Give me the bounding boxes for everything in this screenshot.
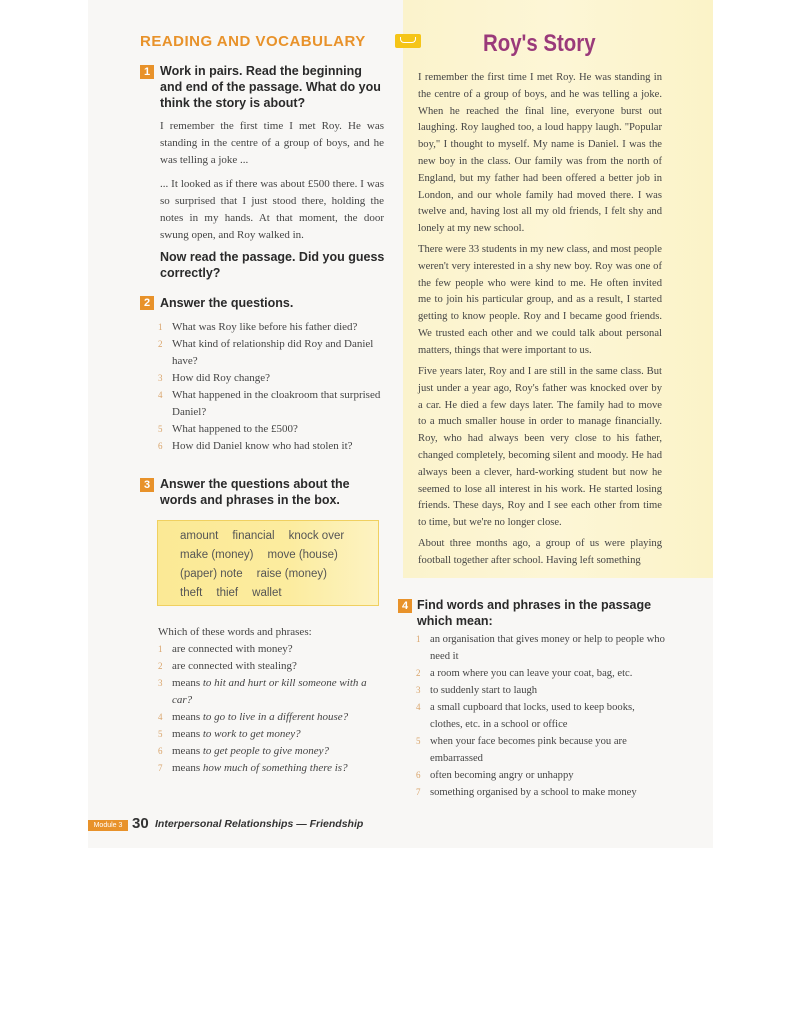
list-item [158, 709, 384, 726]
list-item [158, 438, 384, 455]
word-box-word: raise (money) [256, 568, 327, 580]
item-number: 1 [158, 644, 163, 654]
item-number: 6 [158, 746, 163, 756]
item-number: 3 [158, 373, 163, 383]
exercise-1-excerpt-start: I remember the first time I met Roy. He was standing in the centre of a group of boys, and he was telling a joke ... [160, 120, 384, 166]
item-text: are connected with money? [172, 643, 293, 655]
story-title: Roy's Story [483, 30, 596, 57]
exercise-3-heading: Answer the questions about the words and phrases in the box. [160, 477, 350, 507]
list-item [416, 665, 666, 682]
list-item [158, 726, 384, 743]
item-number: 6 [158, 441, 163, 451]
exercise-1-subheading: Now read the passage. Did you guess correctly? [160, 250, 385, 280]
item-number: 4 [158, 712, 163, 722]
item-text: means [172, 745, 203, 757]
item-text: How did Roy change? [172, 372, 271, 384]
exercise-2-heading: Answer the questions. [160, 296, 294, 310]
item-number: 5 [158, 424, 163, 434]
footer-title: Interpersonal Relationships — Friendship [155, 818, 364, 830]
item-number: 3 [416, 685, 421, 695]
list-item [158, 743, 384, 760]
item-text: are connected with stealing? [172, 660, 297, 672]
word-box-word: wallet [252, 587, 282, 599]
word-box-word: theft [180, 587, 203, 599]
list-item [416, 699, 666, 733]
word-box-word: move (house) [267, 549, 338, 561]
item-number: 7 [158, 763, 163, 773]
book-icon [395, 34, 421, 48]
word-box-word: amount [180, 530, 219, 542]
list-item [158, 641, 384, 658]
list-item [416, 682, 666, 699]
item-text: a small cupboard that locks, used to keep books, clothes, etc. in a school or office [430, 702, 635, 730]
exercise-2-number: 2 [140, 296, 154, 310]
word-box-word: thief [216, 587, 239, 599]
item-text: an organisation that gives money or help to people who need it [430, 634, 665, 662]
list-item [158, 421, 384, 438]
item-text: What kind of relationship did Roy and Daniel have? [172, 338, 374, 367]
item-number: 1 [416, 634, 421, 644]
item-text: to suddenly start to laugh [430, 685, 538, 696]
word-box-row [180, 584, 368, 603]
exercise-1-heading: Work in pairs. Read the beginning and end of the passage. What do you think the story is about? [160, 64, 381, 110]
list-item [416, 631, 666, 665]
page-number: 30 [132, 815, 149, 832]
exercise-1-excerpt-end: ... It looked as if there was about £500 there. I was so surprised that I just stood there, holding the notes in my hands. At that moment, the door swung open, and Roy walked in. [160, 178, 384, 241]
item-text: What was Roy like before his father died? [172, 321, 358, 333]
item-text: means [172, 677, 203, 689]
item-text: means [172, 762, 203, 774]
item-text: How did Daniel know who had stolen it? [172, 440, 353, 452]
item-definition: to get people to give money? [202, 745, 330, 757]
item-number: 4 [158, 390, 163, 400]
item-number: 1 [158, 322, 163, 332]
exercise-4-definitions [416, 631, 666, 801]
list-item [158, 658, 384, 675]
item-text: What happened to the £500? [172, 423, 298, 435]
list-item [158, 387, 384, 421]
item-text: often becoming angry or unhappy [430, 770, 574, 781]
item-text: something organised by a school to make money [430, 787, 637, 798]
story-paragraph-3: Five years later, Roy and I are still in the same class. But just under a year ago, Roy's father was knocked over by a car. He died a few days later. The family had to move to a much smaller house in order to manage financially. Roy, who had always been very close to his father, changed completely, becoming silent and moody. He had always been a clever, hard-working student but now he seemed to lose all interest in his work. He started losing friends. These days, Roy and I see each other from time to time, but we're no longer close. [418, 366, 662, 529]
exercise-3-questions [158, 641, 384, 777]
item-text: means [172, 711, 203, 723]
exercise-1-number: 1 [140, 65, 154, 79]
item-text: when your face becomes pink because you are embarrassed [430, 736, 627, 764]
item-definition: to hit and hurt or kill someone with a car? [172, 677, 367, 706]
section-title: READING AND VOCABULARY [140, 33, 366, 50]
story-paragraph-2: There were 33 students in my new class, and most people weren't very interested in a shy new boy. Roy was one of the few people who were kind to me. He often invited me to join his particular group, and as a result, I started getting to know people. Roy and I became good friends. We trusted each other and we could talk about personal matters, things that were important to us. [418, 244, 662, 356]
list-item [158, 760, 384, 777]
item-number: 7 [416, 787, 421, 797]
word-box-word: make (money) [180, 549, 254, 561]
exercise-3-intro: Which of these words and phrases: [158, 626, 312, 638]
list-item [158, 675, 384, 709]
list-item [416, 767, 666, 784]
list-item [416, 733, 666, 767]
item-number: 4 [416, 702, 421, 712]
item-number: 2 [416, 668, 421, 678]
exercise-4-number: 4 [398, 599, 412, 613]
item-definition: to go to live in a different house? [202, 711, 349, 723]
item-text: means [172, 728, 203, 740]
word-box-row [180, 546, 368, 565]
item-number: 2 [158, 339, 163, 349]
exercise-3-number: 3 [140, 478, 154, 492]
word-box-word: knock over [288, 530, 345, 542]
story-paragraph-1: I remember the first time I met Roy. He was standing in the centre of a group of boys, and he was telling a joke. When he reached the final line, everyone burst out laughing. Roy laughed too, a loud happy laugh. "Popular boy," I thought to myself. My name is Daniel. I was the new boy in the class. Our family was from the north of England, but my father had been offered a better job in London, and our whole family had moved there. I was twelve and, having lost all my old friends, I felt shy and lonely at my new school. [418, 72, 662, 235]
item-number: 5 [158, 729, 163, 739]
list-item [158, 370, 384, 387]
item-number: 2 [158, 661, 163, 671]
word-box-word: financial [232, 530, 275, 542]
item-text: What happened in the cloakroom that surprised Daniel? [172, 389, 381, 418]
item-definition: to work to get money? [202, 728, 301, 740]
list-item [158, 319, 384, 336]
item-number: 6 [416, 770, 421, 780]
word-box-word: (paper) note [180, 568, 243, 580]
item-number: 5 [416, 736, 421, 746]
word-box [157, 520, 379, 606]
exercise-4-heading: Find words and phrases in the passage which mean: [417, 598, 652, 628]
word-box-row [180, 565, 368, 584]
item-definition: how much of something there is? [202, 762, 348, 774]
word-box-row [180, 527, 368, 546]
list-item [158, 336, 384, 370]
exercise-2-questions [158, 319, 384, 455]
item-number: 3 [158, 678, 163, 688]
module-badge: Module 3 [88, 820, 128, 831]
list-item [416, 784, 666, 801]
item-text: a room where you can leave your coat, bag, etc. [430, 668, 633, 679]
story-paragraph-4: About three months ago, a group of us were playing football together after school. Having left something [418, 538, 662, 566]
